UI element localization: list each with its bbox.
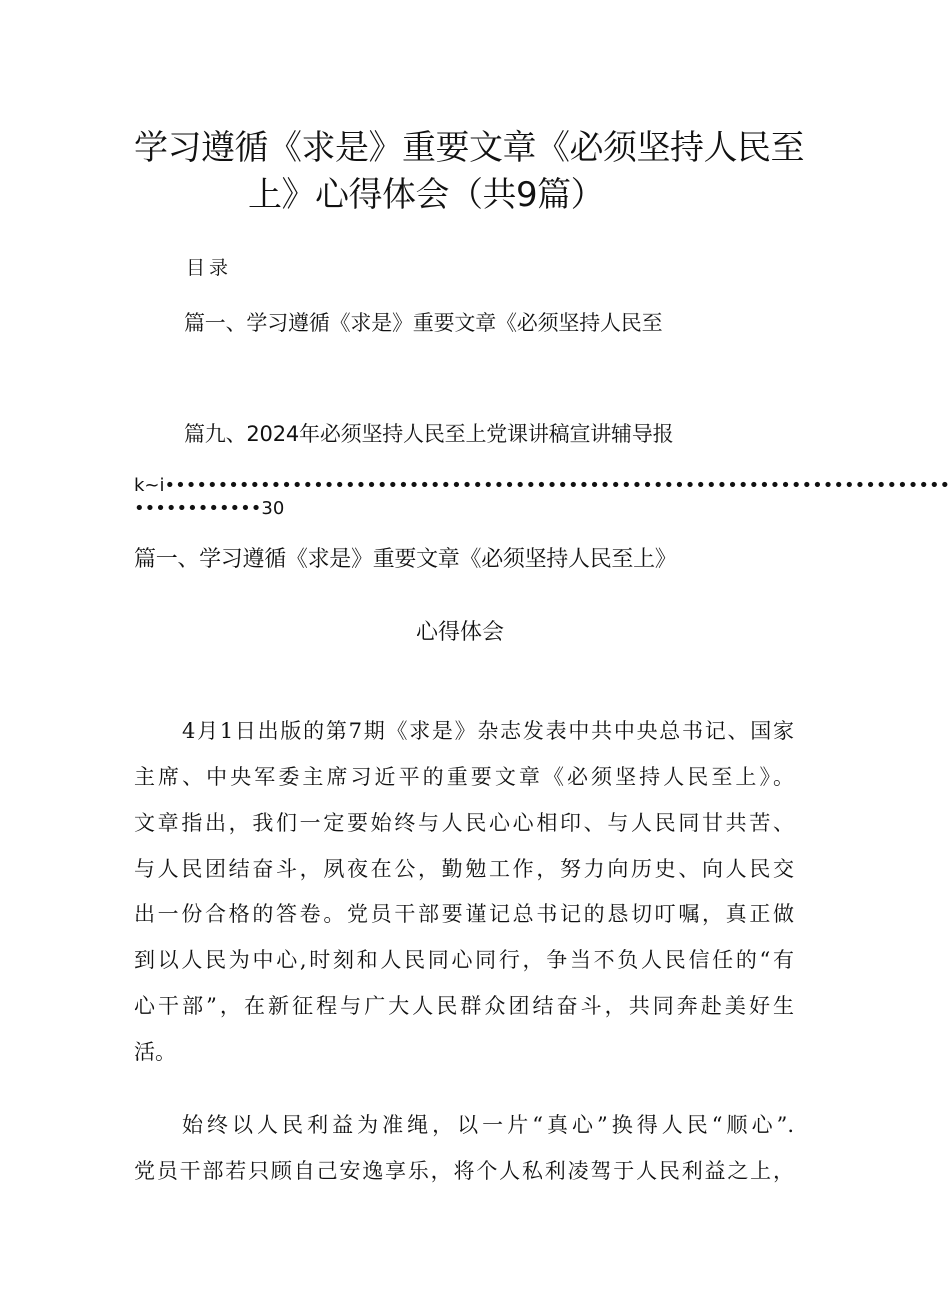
toc-entry-1: 篇一、学习遵循《求是》重要文章《必须坚持人民至 (184, 311, 663, 335)
paragraph-1-line: 到以人民为中心,时刻和人民同心同行，争当不负人民信任的“有 (134, 948, 794, 972)
paragraph-1-line: 文章指出，我们一定要始终与人民心心相印、与人民同甘共苦、 (134, 811, 794, 835)
paragraph-1-line: 主席、中央军委主席习近平的重要文章《必须坚持人民至上》。 (134, 765, 794, 789)
toc-label: 目录 (186, 257, 233, 279)
document-title-line-2: 上》心得体会（共9篇） (248, 175, 605, 215)
paragraph-2-line: 始终以人民利益为准绳，以一片“真心”换得人民“顺心”. (182, 1113, 794, 1137)
toc-entry-9: 篇九、2024年必须坚持人民至上党课讲稿宣讲辅导报 (184, 422, 674, 446)
section-1-subheading: 心得体会 (415, 620, 504, 645)
section-1-heading: 篇一、学习遵循《求是》重要文章《必须坚持人民至上》 (134, 547, 677, 572)
paragraph-1-line: 4月1日出版的第7期《求是》杂志发表中共中央总书记、国家 (182, 719, 794, 743)
paragraph-1-line: 与人民团结奋斗，夙夜在公，勤勉工作，努力向历史、向人民交 (134, 857, 794, 881)
document-title-line-1: 学习遵循《求是》重要文章《必须坚持人民至 (134, 128, 804, 168)
paragraph-2-line: 党员干部若只顾自己安逸享乐，将个人私利凌驾于人民利益之上， (134, 1159, 794, 1183)
toc-entry-9-page-number: ••••••••••••30 (134, 498, 285, 519)
paragraph-1-line: 活。 (134, 1040, 176, 1064)
toc-entry-9-leader: k~i•••••••••••••••••••••••••••••••••••••••••••••••••••••••••••••••••••••••••• (134, 475, 950, 496)
paragraph-1-line: 心干部”，在新征程与广大人民群众团结奋斗，共同奔赴美好生 (134, 994, 794, 1018)
paragraph-1-line: 出一份合格的答卷。党员干部要谨记总书记的恳切叮嘱，真正做 (134, 902, 794, 926)
